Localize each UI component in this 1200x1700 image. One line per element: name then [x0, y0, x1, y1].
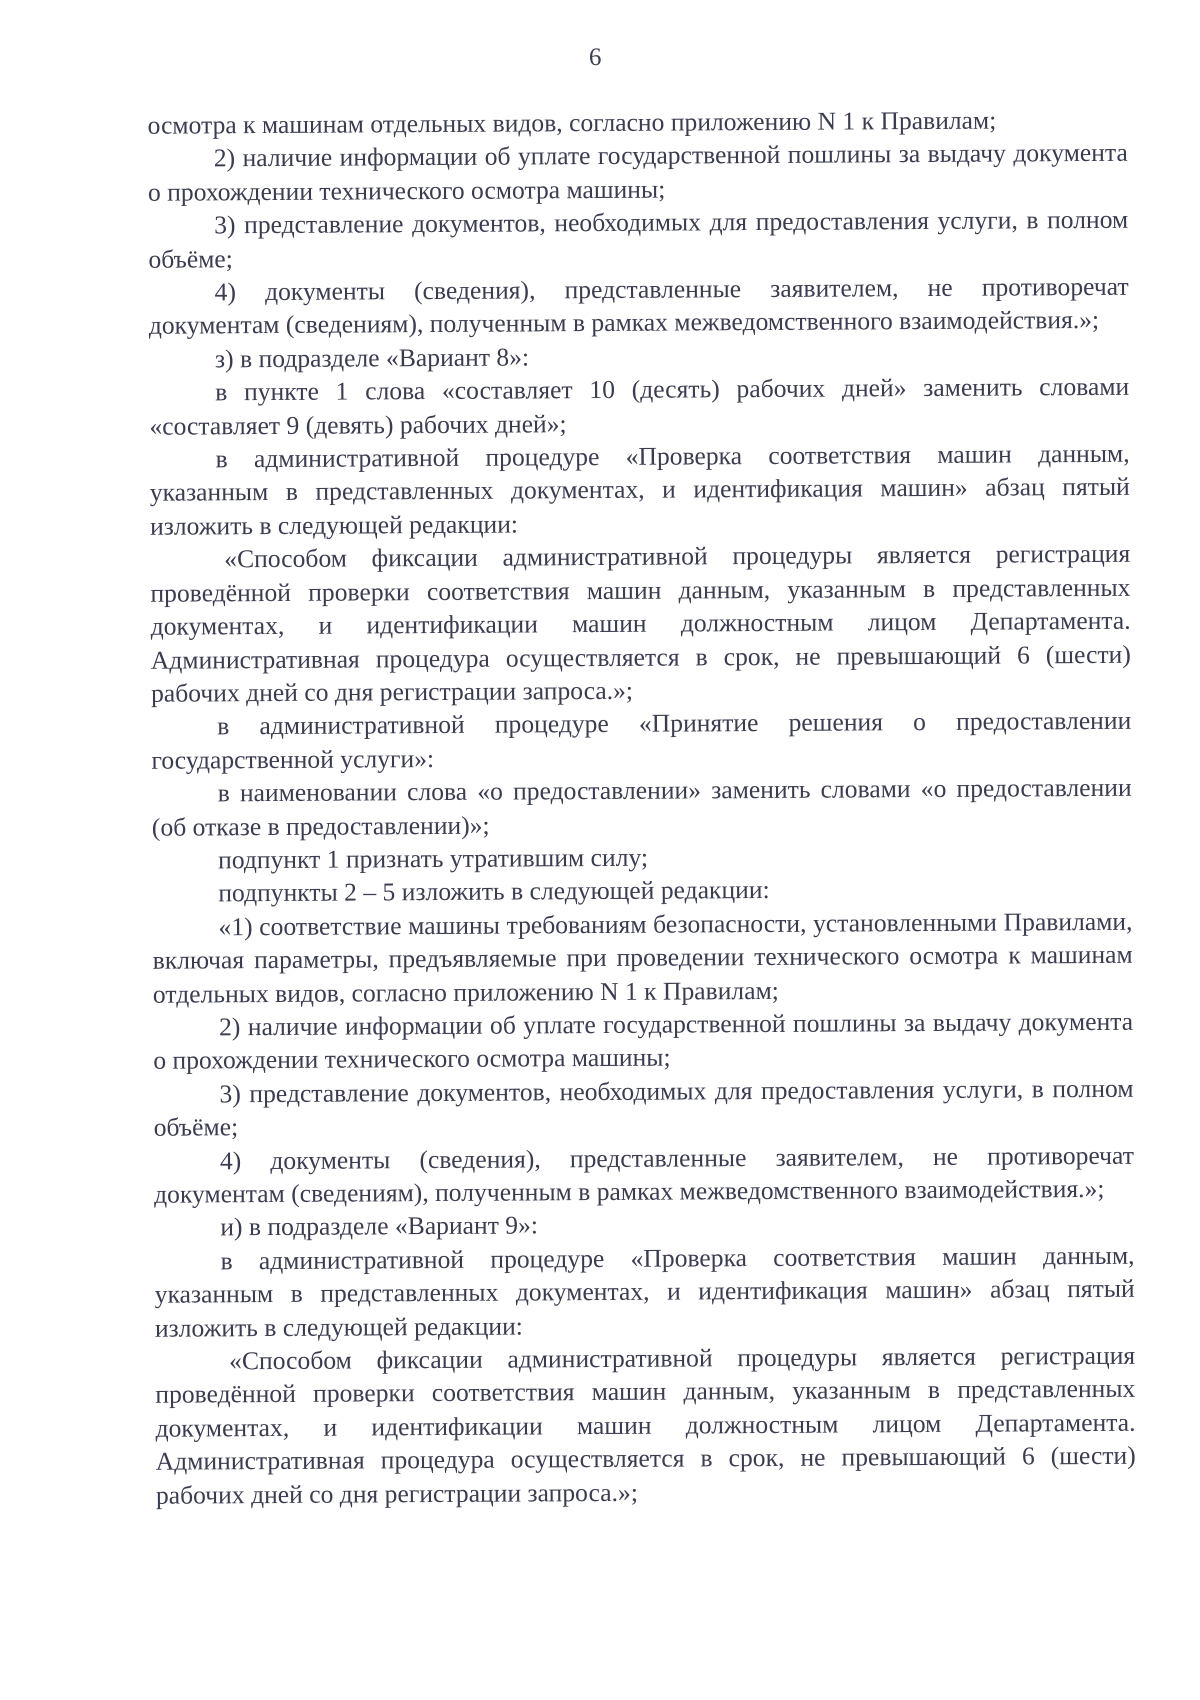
paragraph: в административной процедуре «Проверка соответствия машин данным, указанным в представленных документах, и идентификация машин» абзац пятый изложить в следующей редакции: [154, 1240, 1135, 1343]
page-number: 6 [588, 43, 602, 72]
paragraph: и) в подразделе «Вариант 9»: [220, 1210, 539, 1242]
paragraph: 4) документы (сведения), представленные заявителем, не противоречат документам (сведениям), полученным в рамках межведомственного взаимодействия.»; [148, 271, 1129, 341]
paragraph: в административной процедуре «Принятие решения о предоставлении государственной услуги»: [151, 706, 1132, 775]
document-body [147, 103, 1136, 1512]
quoted-paragraph: «Способом фиксации административной процедуры является регистрация проведённой проверки соответствия машин данным, указанным в представленных документах, и идентификации машин должностным лицом Департамента. Административная процедура осуществляется в срок, не превышающий 6 (шести) рабочих дней со дня регистрации запроса.»; [150, 539, 1131, 708]
paragraph: 3) представление документов, необходимых для предоставления услуги, в полном объёме; [153, 1073, 1134, 1142]
paragraph: осмотра к машинам отдельных видов, согласно приложению N 1 к Правилам; [147, 105, 997, 140]
paragraph: подпункт 1 признать утратившим силу; [217, 842, 649, 875]
paragraph: «1) соответствие машины требованиям безопасности, установленными Правилами, включая параметры, предъявляемые при проведении технического осмотра к машинам отдельных видов, согласно приложению N 1 к Правилам; [152, 906, 1133, 1009]
paragraph: в пункте 1 слова «составляет 10 (десять) рабочих дней» заменить словами «составляет 9 (девять) рабочих дней»; [149, 372, 1130, 441]
paragraph: в наименовании слова «о предоставлении» заменить словами «о предоставлении (об отказе в предоставлении)»; [151, 772, 1132, 842]
paragraph: 4) документы (сведения), представленные заявителем, не противоречат документам (сведениям), полученным в рамках межведомственного взаимодействия.»; [154, 1140, 1134, 1209]
paragraph: подпункты 2 – 5 изложить в следующей редакции: [218, 875, 770, 908]
quoted-paragraph: «Способом фиксации административной процедуры является регистрация проведённой проверки соответствия машин данным, указанным в представленных документах, и идентификации машин должностным лицом Департамента. Административная процедура осуществляется в срок, не превышающий 6 (шести) рабочих дней со дня регистрации запроса.»; [155, 1340, 1136, 1510]
paragraph: в административной процедуре «Проверка соответствия машин данным, указанным в представленных документах, и идентификация машин» абзац пятый изложить в следующей редакции: [149, 438, 1130, 541]
paragraph: 3) представление документов, необходимых для предоставления услуги, в полном объёме; [148, 204, 1129, 274]
paragraph: 2) наличие информации об уплате государственной пошлины за выдачу документа о прохождении технического осмотра машины; [147, 138, 1128, 207]
paragraph: з) в подразделе «Вариант 8»: [214, 342, 530, 374]
paragraph: 2) наличие информации об уплате государственной пошлины за выдачу документа о прохождении технического осмотра машины; [153, 1006, 1134, 1076]
